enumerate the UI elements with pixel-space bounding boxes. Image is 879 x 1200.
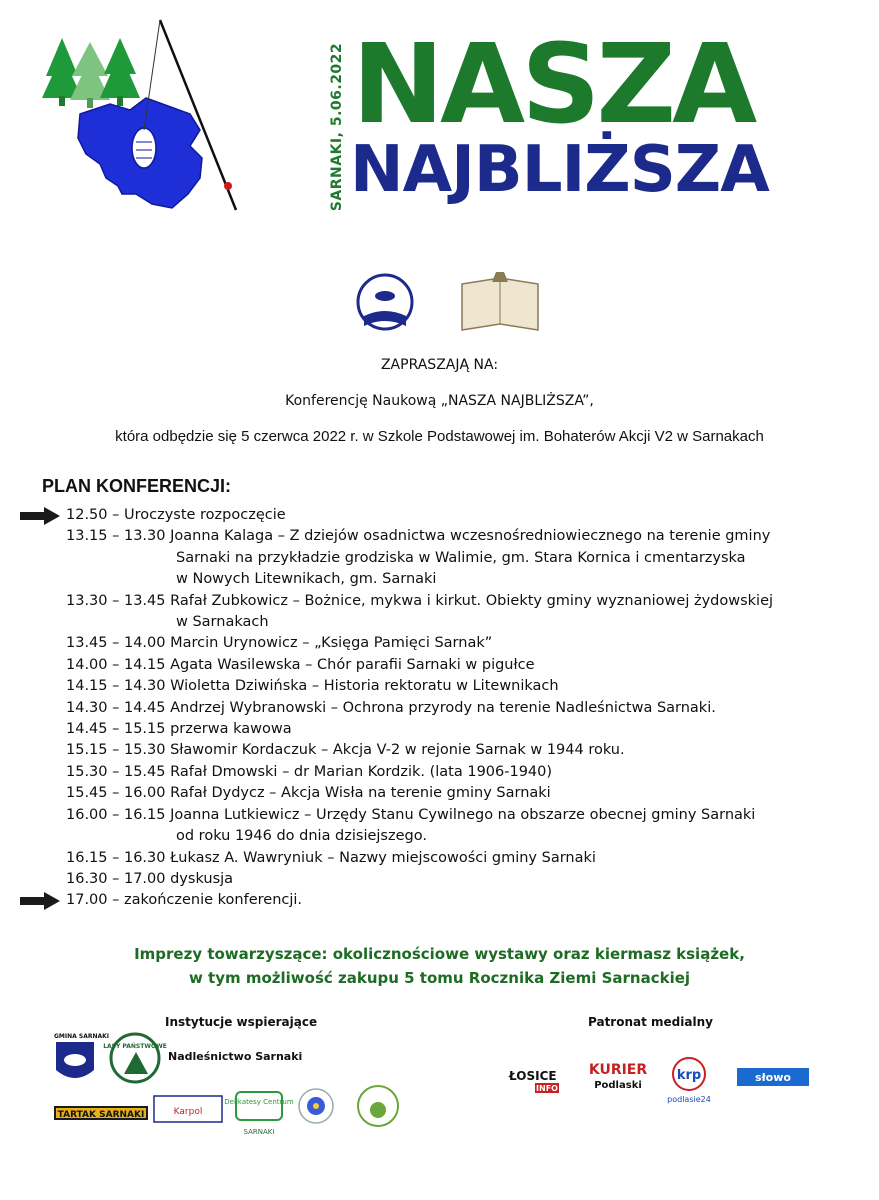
program-item-continuation: w Sarnakach	[176, 614, 269, 631]
flower-badge-logo	[299, 1089, 333, 1123]
gmina-sarnaki-logo	[54, 1033, 109, 1078]
media-logos	[505, 1050, 825, 1110]
program-item-text: 15.30 – 15.45 Rafał Dmowski – dr Marian Kordzik. (lata 1906-1940)	[66, 763, 553, 780]
svg-text:LASY PAŃSTWOWE: LASY PAŃSTWOWE	[103, 1043, 167, 1050]
school-logo	[462, 272, 538, 330]
program-item-continuation: Sarnaki na przykładzie grodziska w Walimie, gm. Stara Kornica i cmentarzyska	[176, 549, 746, 566]
program-list	[66, 505, 866, 912]
svg-text:KURIER: KURIER	[588, 1062, 648, 1078]
program-item-text: 17.00 – zakończenie konferencji.	[66, 892, 303, 909]
conference-details: która odbędzie się 5 czerwca 2022 r. w Szkole Podstawowej im. Bohaterów Akcji V2 w Sarnakach	[115, 428, 764, 445]
program-item-text: 14.45 – 15.15 przerwa kawowa	[66, 721, 292, 738]
program-item-text: 16.15 – 16.30 Łukasz A. Wawryniuk – Nazwy miejscowości gminy Sarnaki	[66, 849, 596, 866]
losice-info-logo	[508, 1069, 559, 1093]
invite-heading: ZAPRASZAJĄ NA:	[380, 357, 499, 373]
program-item	[66, 869, 866, 890]
program-item-text: 16.00 – 16.15 Joanna Lutkiewicz – Urzędy Stanu Cywilnego na obszarze obecnej gminy Sarnaki	[66, 806, 756, 823]
program-item	[66, 719, 866, 740]
karpol-logo	[154, 1096, 222, 1122]
program-item	[66, 783, 866, 804]
svg-text:Podlaski: Podlaski	[594, 1080, 642, 1091]
program-item	[66, 848, 866, 869]
nadlesnictwo-label: Nadleśnictwo Sarnaki	[168, 1050, 303, 1063]
program-item	[66, 633, 866, 654]
svg-text:GMINA SARNAKI: GMINA SARNAKI	[54, 1033, 110, 1040]
program-item-text: 15.15 – 15.30 Sławomir Kordaczuk – Akcja V-2 w rejonie Sarnak w 1944 roku.	[66, 742, 625, 759]
media-title: Patronat medialny	[588, 1015, 713, 1029]
delikatesy-centrum-logo	[224, 1092, 294, 1136]
svg-text:słowo: słowo	[755, 1071, 791, 1084]
svg-text:podlasie24: podlasie24	[667, 1095, 711, 1104]
side-events-line1: Imprezy towarzyszące: okolicznościowe wystawy oraz kiermasz książek,	[134, 945, 745, 963]
svg-text:ŁOSICE: ŁOSICE	[509, 1069, 557, 1083]
program-item-text: 14.30 – 14.45 Andrzej Wybranowski – Ochrona przyrody na terenie Nadleśnictwa Sarnaki.	[66, 699, 716, 716]
title-nasza: NASZA	[352, 20, 754, 148]
program-item	[66, 740, 866, 761]
lasy-panstwowe-logo	[103, 1034, 167, 1082]
kurier-podlaski-logo	[589, 1056, 648, 1096]
svg-text:Karpol: Karpol	[173, 1107, 203, 1117]
program-item-text: 12.50 – Uroczyste rozpoczęcie	[66, 507, 286, 523]
program-item	[66, 505, 866, 526]
library-logo	[358, 275, 412, 329]
program-item	[66, 805, 866, 848]
svg-text:SARNAKI: SARNAKI	[243, 1128, 275, 1136]
tartak-sarnaki-logo	[54, 1106, 148, 1120]
support-title: Instytucje wspierające	[165, 1015, 318, 1029]
program-item	[66, 698, 866, 719]
arrow-right-icon	[20, 892, 60, 910]
laurel-badge-logo	[358, 1086, 398, 1126]
gmina-map-fishing-logo	[40, 18, 260, 218]
arrow-right-icon	[20, 507, 60, 525]
slowo-podlasia-logo	[737, 1068, 809, 1086]
program-item	[66, 591, 866, 634]
support-logos	[50, 1030, 410, 1140]
svg-text:Delikatesy Centrum: Delikatesy Centrum	[224, 1098, 294, 1106]
program-item	[66, 890, 866, 911]
svg-text:krp: krp	[676, 1068, 702, 1083]
svg-text:INFO: INFO	[536, 1084, 558, 1093]
program-item	[66, 762, 866, 783]
program-item-text: 13.15 – 13.30 Joanna Kalaga – Z dziejów osadnictwa wczesnośredniowiecznego na terenie gminy	[66, 528, 771, 545]
plan-title: PLAN KONFERENCJI:	[42, 476, 232, 496]
program-item	[66, 655, 866, 676]
program-item-text: 16.30 – 17.00 dyskusja	[66, 870, 234, 887]
program-item	[66, 676, 866, 697]
program-item	[66, 526, 866, 590]
program-item-text: 13.45 – 14.00 Marcin Urynowicz – „Księga Pamięci Sarnak”	[66, 635, 493, 652]
organizer-logos	[350, 270, 550, 340]
title-najblizsza: NAJBLIŻSZA	[350, 133, 769, 207]
program-item-text: 14.15 – 14.30 Wioletta Dziwińska – Historia rektoratu w Litewnikach	[66, 678, 559, 695]
svg-text:TARTAK SARNAKI: TARTAK SARNAKI	[57, 1110, 145, 1120]
program-item-text: 13.30 – 13.45 Rafał Zubkowicz – Bożnice, mykwa i kirkut. Obiekty gminy wyznaniowej żydowskiej	[66, 592, 774, 609]
program-item-text: 14.00 – 14.15 Agata Wasilewska – Chór parafii Sarnaki w pigułce	[66, 656, 535, 673]
krp-podlasie24-logo	[667, 1058, 711, 1104]
side-events-line2: w tym możliwość zakupu 5 tomu Rocznika Ziemi Sarnackiej	[188, 969, 691, 987]
program-item-continuation: od roku 1946 do dnia dzisiejszego.	[176, 828, 427, 845]
conference-name: Konferencję Naukową „NASZA NAJBLIŻSZA”,	[285, 393, 594, 409]
program-item-text: 15.45 – 16.00 Rafał Dydycz – Akcja Wisła na terenie gminy Sarnaki	[66, 785, 551, 802]
program-item-continuation: w Nowych Litewnikach, gm. Sarnaki	[176, 571, 437, 588]
event-date-vertical: SARNAKI, 5.06.2022	[329, 42, 346, 212]
